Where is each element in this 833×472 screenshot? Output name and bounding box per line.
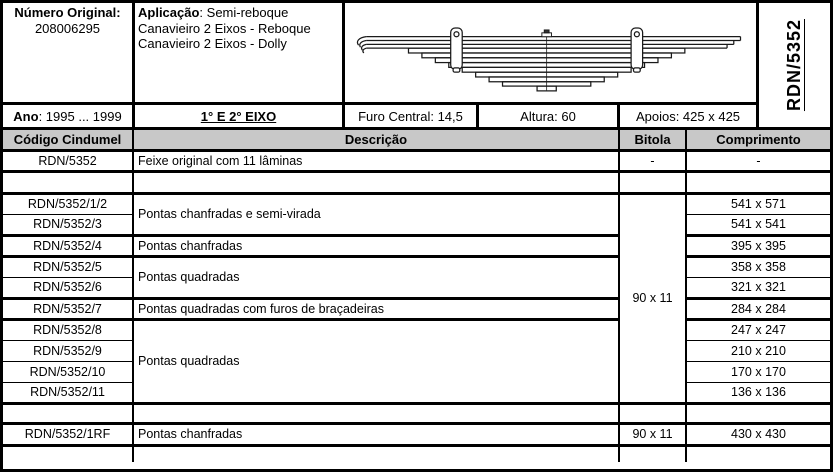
bitola-cell: 90 x 11 xyxy=(619,423,686,445)
bitola-cell xyxy=(619,445,686,462)
table-row-empty xyxy=(3,171,830,193)
table-row-empty xyxy=(3,403,830,423)
description-cell xyxy=(133,445,619,462)
code-cell: RDN/5352 xyxy=(3,150,133,171)
original-number-cell xyxy=(3,3,135,105)
length-cell: - xyxy=(686,150,830,171)
description-cell: Feixe original com 11 lâminas xyxy=(133,150,619,171)
length-cell: 170 x 170 xyxy=(686,361,830,382)
description-cell: Pontas quadradas com furos de braçadeiras xyxy=(133,298,619,319)
length-cell: 284 x 284 xyxy=(686,298,830,319)
part-code-vertical-text: RDN/5352 xyxy=(784,18,804,112)
bitola-cell xyxy=(619,171,686,193)
code-cell xyxy=(3,171,133,193)
year-label: Ano xyxy=(13,108,39,124)
length-cell: 136 x 136 xyxy=(686,382,830,403)
length-cell: 321 x 321 xyxy=(686,277,830,298)
code-cell: RDN/5352/1RF xyxy=(3,423,133,445)
bitola-cell: 90 x 11 xyxy=(619,193,686,403)
bitola-cell xyxy=(619,403,686,423)
description-cell xyxy=(133,403,619,423)
table-row xyxy=(3,298,830,319)
code-cell: RDN/5352/5 xyxy=(3,256,133,277)
table-row xyxy=(3,256,830,277)
code-cell: RDN/5352/11 xyxy=(3,382,133,403)
table-row xyxy=(3,235,830,256)
description-cell: Pontas chanfradas xyxy=(133,423,619,445)
length-cell xyxy=(686,171,830,193)
column-header-length: Comprimento xyxy=(686,130,830,150)
length-cell: 210 x 210 xyxy=(686,340,830,361)
table-row-empty xyxy=(3,445,830,462)
code-cell: RDN/5352/10 xyxy=(3,361,133,382)
original-number-label: Número Original: xyxy=(14,5,121,20)
application-line-2: Canavieiro 2 Eixos - Reboque xyxy=(138,20,311,36)
header-block xyxy=(3,3,830,130)
code-cell: RDN/5352/3 xyxy=(3,214,133,235)
code-cell: RDN/5352/7 xyxy=(3,298,133,319)
part-code-cell xyxy=(759,3,830,127)
application-cell xyxy=(135,3,345,105)
length-cell xyxy=(686,403,830,423)
length-cell: 541 x 571 xyxy=(686,193,830,214)
column-header-code: Código Cindumel xyxy=(3,130,133,150)
length-cell: 430 x 430 xyxy=(686,423,830,445)
code-cell: RDN/5352/4 xyxy=(3,235,133,256)
code-cell xyxy=(3,445,133,462)
leaf-spring-drawing-icon xyxy=(346,5,755,100)
length-cell: 358 x 358 xyxy=(686,256,830,277)
code-cell: RDN/5352/1/2 xyxy=(3,193,133,214)
specs-row xyxy=(345,105,759,127)
application-label: Aplicação xyxy=(138,5,200,20)
supports-spec: Apoios: 425 x 425 xyxy=(635,108,741,124)
application-line-3: Canavieiro 2 Eixos - Dolly xyxy=(138,36,287,51)
description-cell: Pontas chanfradas e semi-virada xyxy=(133,193,619,235)
length-cell xyxy=(686,445,830,462)
bitola-cell: - xyxy=(619,150,686,171)
year-cell xyxy=(3,105,135,127)
parts-table xyxy=(3,130,830,462)
center-hole-spec: Furo Central: 14,5 xyxy=(345,105,479,127)
application-line-1 xyxy=(138,5,339,21)
description-cell: Pontas quadradas xyxy=(133,319,619,403)
axle-cell xyxy=(135,105,345,127)
length-cell: 395 x 395 xyxy=(686,235,830,256)
drawing-cell xyxy=(345,3,759,105)
original-number-value: 208006295 xyxy=(34,21,101,36)
table-row xyxy=(3,423,830,445)
axle-value: 1° E 2° EIXO xyxy=(200,108,277,124)
length-cell: 541 x 541 xyxy=(686,214,830,235)
height-spec: Altura: 60 xyxy=(479,105,620,127)
description-cell: Pontas quadradas xyxy=(133,256,619,298)
application-value: : Semi-reboque xyxy=(199,5,289,20)
length-cell: 247 x 247 xyxy=(686,319,830,340)
table-row xyxy=(3,319,830,340)
table-row xyxy=(3,150,830,171)
table-row xyxy=(3,193,830,214)
year-value: : 1995 ... 1999 xyxy=(38,108,122,124)
column-header-description: Descrição xyxy=(133,130,619,150)
code-cell: RDN/5352/6 xyxy=(3,277,133,298)
description-cell: Pontas chanfradas xyxy=(133,235,619,256)
table-header-row xyxy=(3,130,830,150)
code-cell: RDN/5352/8 xyxy=(3,319,133,340)
code-cell xyxy=(3,403,133,423)
code-cell: RDN/5352/9 xyxy=(3,340,133,361)
description-cell xyxy=(133,171,619,193)
column-header-bitola: Bitola xyxy=(619,130,686,150)
